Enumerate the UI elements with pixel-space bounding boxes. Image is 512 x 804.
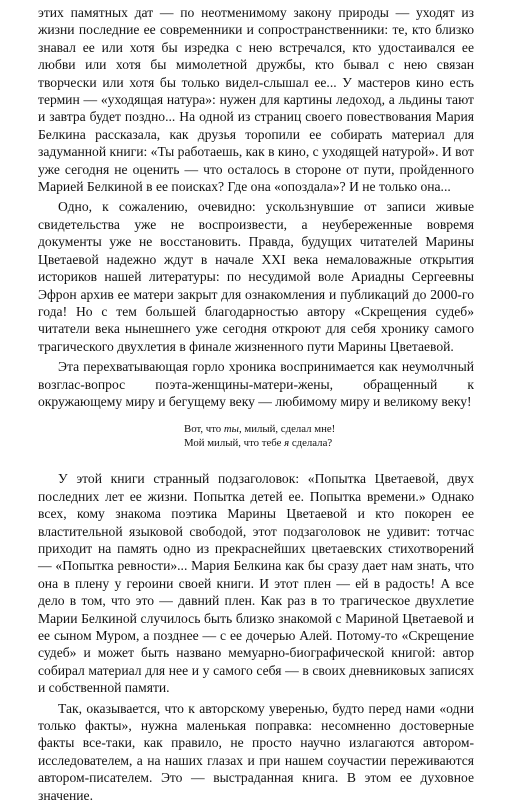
paragraph-chronicle: Эта перехватывающая горло хроника воспринимается как неумолчный возглас-вопрос поэта-женщины-матери-жены, обращенный к окружающему миру и бегущему веку — любимому миру и великому веку! — [38, 359, 474, 409]
poem-line-1: Вот, что ты, милый, сделал мне! — [184, 423, 336, 436]
paragraph-facts: Так, оказывается, что к авторскому уверенью, будто перед нами «одни только факты», нужна маленькая поправка: несомненно достоверные факты все-таки, как правило, не просто научно излагаются автором-исследователем, а на наших глазах и при нашем соучастии переживаются автором-писателем. Это — выстраданная книга. В этом ее духовное значение. — [38, 700, 474, 803]
poem-quote — [38, 422, 474, 450]
page-text-body — [38, 4, 474, 804]
paragraph-continuation: этих памятных дат — по неотменимому закону природы — уходят из жизни последние ее современники и сопространственники: те, кто близко знавал ее или хотя бы изредка с нею встречался, кто удостаивался ее любви или хотя бы мимолетной дружбы, кто бывал с нею связан творчески или хотя бы только видел-слышал ее... У мастеров кино есть термин — «уходящая натура»: нужен для картины ледоход, а льдины тают и завтра будет поздно... На одной из страниц своего повествования Мария Белкина рассказала, как друзья торопили ее собирать материал для задуманной книги: «Ты работаешь, как в кино, с уходящей натурой». И вот уже сегодня не оценить — что осталось в стороне от пути, пройденного Марией Белкиной в ее поисках? Где она «опоздала»? И не только она... — [38, 5, 474, 195]
paragraph-evidence: Одно, к сожалению, очевидно: ускользнувшие от записи живые свидетельства уже не воспроизвести, а неубереженные вовремя документы уже не восстановить. Правда, будущих читателей Марины Цветаевой надежно ждут в начале XXI века немаловажные открытия историков нашей литературы: по несудимой воле Ариадны Сергеевны Эфрон архив ее матери закрыт для ознакомления и публикаций до 2000-го года! Но с тем большей благодарностью автору «Скрещения судеб» читатели века нынешнего уже сегодня откроют для себя хронику самого трагического двухлетия в финале жизненного пути Марины Цветаевой. — [38, 199, 474, 354]
paragraph-subtitle: У этой книги странный подзаголовок: «Попытка Цветаевой, двух последних лет ее жизни. Попытка детей ее. Попытка времени.» Однако всех, кому знакома поэтика Марины Цветаевой и кто покорен ее властительной языковой свободой, этот подзаголовок не удивит: тотчас приходит на память одно из прекраснейших цветаевских стихотворений — «Попытка ревности»... Мария Белкина как бы сразу дает нам знать, что она в плену у героини своей книги. И этот плен — ей в радость! А все дело в том, что это — давний плен. Как раз в то трагическое двухлетие Марии Белкиной случилось быть близко знакомой с Мариной Цветаевой и ее сыном Муром, а позднее — с ее дочерью Алей. Потому-то «Скрещение судеб» и может быть названо мемуарно-биографической книгой: автор собирал материал для нее и у самого себя — в своих дневниковых записях и собственной памяти. — [38, 471, 474, 696]
poem-line-2: Мой милый, что тебе я сделала? — [184, 437, 333, 450]
